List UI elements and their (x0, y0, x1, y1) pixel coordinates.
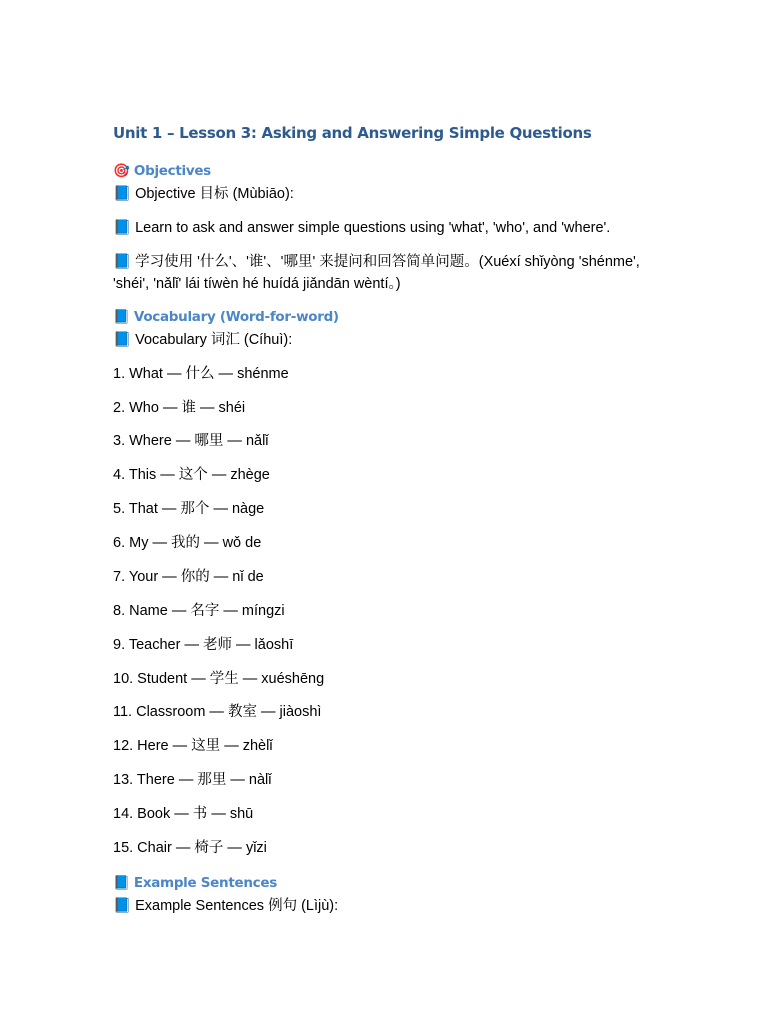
vocab-item: 3. Where — 哪里 — nǎlǐ (113, 433, 269, 449)
examples-heading: 📘 Example Sentences (113, 875, 277, 891)
vocab-item: 13. There — 那里 — nàlǐ (113, 772, 272, 788)
examples-label: 📘 Example Sentences 例句 (Lìjù): (113, 898, 339, 914)
vocab-item: 12. Here — 这里 — zhèlǐ (113, 738, 273, 754)
vocab-item: 14. Book — 书 — shū (113, 806, 254, 822)
vocabulary-heading: 📘 Vocabulary (Word-for-word) (113, 309, 339, 325)
vocab-item: 1. What — 什么 — shénme (113, 366, 289, 382)
vocabulary-label: 📘 Vocabulary 词汇 (Cíhuì): (113, 332, 293, 348)
vocab-item: 10. Student — 学生 — xuéshēng (113, 671, 325, 687)
lesson-title: Unit 1 – Lesson 3: Asking and Answering Simple Questions (113, 124, 592, 142)
vocab-item: 8. Name — 名字 — míngzi (113, 603, 285, 619)
objective-label: 📘 Objective 目标 (Mùbiāo): (113, 186, 294, 202)
vocab-item: 6. My — 我的 — wǒ de (113, 535, 262, 551)
objective-line-zh: 📘 学习使用 '什么'、'谁'、'哪里' 来提问和回答简单问题。(Xuéxí shǐyòng 'shénme', 'shéi', 'nǎlǐ' lái tíwèn hé huídá jiǎndān wèntí。) (113, 254, 640, 292)
vocab-item: 2. Who — 谁 — shéi (113, 400, 246, 416)
objective-line-en: 📘 Learn to ask and answer simple questions using 'what', 'who', and 'where'. (113, 220, 611, 236)
vocab-item: 7. Your — 你的 — nǐ de (113, 569, 264, 585)
vocab-item: 5. That — 那个 — nàge (113, 501, 265, 517)
vocab-item: 11. Classroom — 教室 — jiàoshì (113, 704, 322, 720)
vocab-item: 9. Teacher — 老师 — lǎoshī (113, 637, 294, 653)
vocab-item: 4. This — 这个 — zhège (113, 467, 270, 483)
vocab-item: 15. Chair — 椅子 — yǐzi (113, 840, 267, 856)
objectives-heading: 🎯 Objectives (113, 163, 211, 179)
